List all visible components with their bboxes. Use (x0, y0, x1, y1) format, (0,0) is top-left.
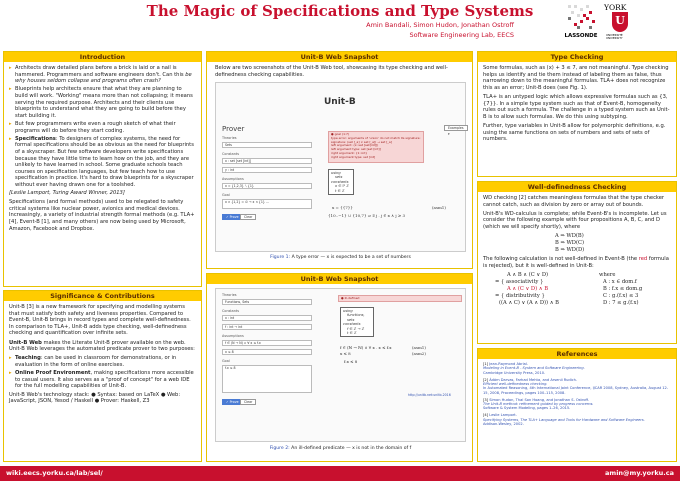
poster-title: The Magic of Specifications and Type Systems (146, 2, 534, 20)
list-item: ▸ But few programmers write even a rough sketch of what their programs will do before they start coding. (9, 121, 196, 134)
rendered-assumption-1: f ∈ (ℕ → ℕ) ∧ ∀ x . x ≤ f.x (340, 345, 392, 350)
rendered-assumption-1-tag: (asm1) (412, 345, 426, 350)
wd-para1: WD checking [2] catches meaningless formulas that the type checker cannot catch, such as division by zero or array out of bounds. (483, 195, 665, 208)
lamport-quote: [Leslie Lamport, Turing Award Winner, 2013] (9, 190, 125, 197)
introduction-heading: Introduction (4, 52, 201, 62)
constant-input-2[interactable]: y : int (222, 167, 312, 173)
wd-implications: A ⇒ WD(B) B ⇒ WD(C) B ⇒ WD(D) (555, 233, 585, 254)
lab-name: Software Engineering Lab, EECS (409, 31, 514, 39)
screenshot-ill-defined (215, 288, 466, 442)
lassonde-logo (560, 3, 602, 43)
type-checking-para2: TLA+ is an untyped logic which allows expressive formulas such as {3, {7}}. In a simple type system such as that of Event-B, homogeneity rules out such a formula. The challenge in a typed system such as Unit-B is to allow such formulas. We do this using subtyping. (483, 93, 670, 120)
using-callout: using functions, sets constants f ∈ ℤ → ℤ t ∈ ℤ (340, 307, 374, 337)
reference-item: [3] Simon Hudon, Thai Son Hoang, and Jonathan S. Ostroff. The Unit-B method: refinement guided by progress concerns. Software & System Modeling, pages 1–26, 2015. (483, 397, 594, 411)
snapshot-intro: Below are two screenshots of the Unit-B Web tool, showcasing its type checking and well-definedness checking capabilities. (215, 65, 448, 78)
rendered-goal: f.x ≤ 8 (344, 359, 358, 364)
goal-textarea[interactable]: f.x ≤ 8 (222, 365, 312, 393)
york-subtext: UNIVERSITÉ UNIVERSITY (606, 33, 623, 40)
reference-item: [1] Jean-Raymond Abrial. Modeling in Event-B - System and Software Engineering. Cambridge University Press, 2010. (483, 362, 585, 375)
using-callout: using sets constants x ∈ ℙ ℤ t ∈ ℤ (328, 169, 354, 195)
constant-input-2[interactable]: f : int → int (222, 324, 312, 330)
references-heading: References (478, 349, 676, 359)
references-panel (477, 348, 677, 462)
type-checking-para3: Further, type variables in Unit-B allow for polymorphic definitions, e.g. using the same functions on sets of numbers and sets of sets of numbers. (483, 122, 666, 143)
constant-input-1[interactable]: x : set [set [int]] (222, 158, 312, 164)
significance-panel (3, 290, 202, 462)
snapshot2-heading: Unit-B Web Snapshot (207, 274, 472, 284)
rendered-goal-tag: (asm1) (432, 205, 446, 210)
significance-heading: Significance & Contributions (4, 291, 201, 301)
goal-label: Goal (222, 359, 230, 363)
reference-item: [4] Leslie Lamport. Specifying Systems, The TLA+ Language and Tools for Hardware and Software Engineers. Addison-Wesley, 2002. (483, 413, 645, 427)
lab-url[interactable]: wiki.eecs.yorku.ca/lab/sel/ (6, 469, 103, 477)
technology-stack: Unit-B Web's technology stack: ● Syntax: based on LaTeX ● Web: JavaScript, JSON, Yesod / Haskell ● Prover: Haskell, Z3 (9, 391, 181, 405)
clear-button[interactable]: Clear (240, 399, 256, 405)
introduction-panel (3, 51, 202, 287)
lassonde-mark-icon (566, 3, 596, 31)
unitb-brand: Unit-B (324, 97, 356, 107)
assumptions-label: Assumptions (222, 334, 244, 338)
constants-label: Constants (222, 152, 240, 156)
type-checking-panel (477, 51, 677, 177)
list-item: ▸ Online Proof Environment, making specifications more accessible to casual users. It also serves as a "proof of concept" for a web IDE for the full modelling capabilities of Unit-B. (9, 370, 196, 390)
theories-label: Theories (222, 293, 237, 297)
url-link[interactable]: http://unitb.net:unitb-2016 (408, 393, 451, 397)
assumption-input-2[interactable]: x ≤ 8 (222, 349, 312, 355)
rendered-goal-line-2: {10..−1} ∪ {10,7} ⇒ ∃ j . j ∈ x ∧ j ≥ 3 (328, 213, 406, 218)
york-wordmark: YORK (604, 3, 627, 12)
clear-button[interactable]: Clear (240, 214, 256, 220)
reference-item: [2] Ádám Darvas, Farhad Mehta, and Arsenii Rudich. Efficient well-definedness checking. In Automated Reasoning, 4th International Joint Conference, IJCAR 2008, Sydney, Australia, August 12-15, 2008, Proceedings, pages 100–115, 2008. (483, 377, 669, 395)
snapshot1-panel (206, 51, 473, 269)
poster-header (0, 0, 680, 45)
type-checking-para1: Some formulas, such as (x) + 3 ≤ 7, are not meaningful. Type checking helps us identify and tie them instead of labeling them as false, thus narrowing down to the meaningful formulas. TLA+ does not recognize this as an error; Unit-B does (see Fig. 1). (483, 65, 669, 91)
theories-select[interactable]: Functions, Sets (222, 299, 312, 305)
wd-para3: The following calculation is not well-defined in Event-B (the red formula is rejected), but it is well-defined in Unit-B: (483, 256, 669, 269)
introduction-closing: Specifications (and formal methods) used to be relegated to safety critical systems like nuclear power, avionics and medical devices. Increasingly, a variety of industrial strength formal methods (e.g. TLA+ [4], Event-B [1], and many others) are now being used by Microsoft, Amazon, Facebook and Dropbox. (9, 199, 195, 232)
figure1-caption: Figure 1: A type error — x is expected to be a set of numbers (270, 255, 411, 260)
list-item: ▸ Architects draw detailed plans before a brick is laid or a nail is hammered. Programmers and software engineers don't. Can this be why houses seldom collapse and programs often crash? (9, 65, 196, 85)
rendered-assumption-2: x ≤ 8 (340, 351, 351, 356)
author-list: Amin Bandali, Simon Hudon, Jonathan Ostroff (366, 21, 514, 29)
prove-button[interactable]: ✓ Prove (222, 399, 243, 405)
lassonde-wordmark: LASSONDE (564, 33, 598, 39)
snapshot1-heading: Unit-B Web Snapshot (207, 52, 472, 62)
examples-dropdown[interactable]: Examples ▾ (444, 125, 468, 131)
york-shield-letter: U (615, 14, 625, 27)
contact-email[interactable]: amin@my.yorku.ca (605, 469, 674, 477)
theories-label: Theories (222, 136, 237, 140)
well-definedness-panel (477, 181, 677, 344)
introduction-bullets (9, 65, 196, 188)
rendered-assumption-2-tag: (asm2) (412, 351, 426, 356)
rejected-formula: A ∧ (C ∨ D) ∧ B (507, 285, 549, 292)
goal-label: Goal (222, 193, 230, 197)
constants-label: Constants (222, 309, 240, 313)
constant-input-1[interactable]: x : int (222, 315, 312, 321)
significance-para1: Unit-B [3] is a new framework for specifying and modelling systems that must satisfy both safety and liveness properties. Compared to Event-B, Unit-B brings in record types and complete well-definedness. In comparison to TLA+, Unit-B adds type checking, well-definedness checking and quantification over infinite sets. (9, 304, 191, 337)
type-error-message: ● goal (1:7) type error: arguments of 'union' do not match its signature: signature: (set [_a] × set [_a]) → set [_a] left argument: (x::set [set[int]]) left argument type: set [set [int]] right argument: {1::int} right argument type: set [int] (328, 131, 424, 163)
screenshot-type-error (215, 82, 466, 252)
goal-textarea[interactable]: x ∩ {1,2} = ∅ → x ∩ {1} ... (222, 199, 312, 209)
prove-button[interactable]: ✓ Prove (222, 214, 243, 220)
well-definedness-heading: Well-definedness Checking (478, 182, 676, 192)
significance-para2: Unit-B Web makes the Literate Unit-B prover available on the web. Unit-B Web leverages the automated predicate prover to two purposes: (9, 339, 195, 353)
wd-para2: Unit-B's WD-calculus is complete; while Event-B's is incomplete. Let us consider the following example with four propositions A, B, C, and D (which we will specify shortly), where (483, 210, 667, 230)
york-logo (604, 3, 634, 43)
ill-defined-status: ● ill-defined (338, 295, 462, 302)
poster-footer (0, 466, 680, 481)
prover-title: Prover (222, 125, 245, 133)
significance-bullets (9, 355, 196, 390)
assumption-input-1[interactable]: f ∈ (N → N) ∧ ∀ x ≤ f.x (222, 340, 312, 346)
figure2-caption: Figure 2: An ill-defined predicate — x is not in the domain of f (269, 446, 412, 451)
list-item: ▸ Blueprints help architects ensure that what they are planning to build will work. "Working" means more than not collapsing; it means serving the required purpose. Architects and their clients use blueprints to understand what they are going to build before they start building it. (9, 86, 196, 119)
assumption-input-1[interactable]: x = {1,2,3} ∖ {1} (222, 183, 312, 189)
rendered-goal-line-1: x = {{7}} (332, 205, 353, 210)
list-item: ▸ Specifications: To designers of complex systems, the need for formal specifications should be as obvious as the need for blueprints of a skyscraper. But few software developers write specifications because they have little time to learn how on the job, and they are unlikely to have learned in school. Some graduate schools teach courses on specification languages, but few teach how to use specification in practice. It's hard to draw blueprints for a skyscraper without ever having drawn one for a toolshed. (9, 136, 196, 189)
type-checking-heading: Type Checking (478, 52, 676, 62)
list-item: ▸ Teaching: can be used in classroom for demonstrations, or in evaluation in the form of online exercises. (9, 355, 196, 368)
assumptions-label: Assumptions (222, 177, 244, 181)
snapshot2-panel (206, 273, 473, 462)
theories-select[interactable]: Sets (222, 142, 312, 148)
wd-calculation: A ∧ B ∧ (C ∨ D) = { associativity } A ∧ (C ∨ D) ∧ B = { distributivity } ((A ∧ C) ∨ (A ∧ D)) ∧ B where A : x ∈ dom.f B : f.x ≤ dom.g C : g.(f.x) ≤ 3 D : 7 ≤ g.(f.x) (483, 272, 671, 320)
